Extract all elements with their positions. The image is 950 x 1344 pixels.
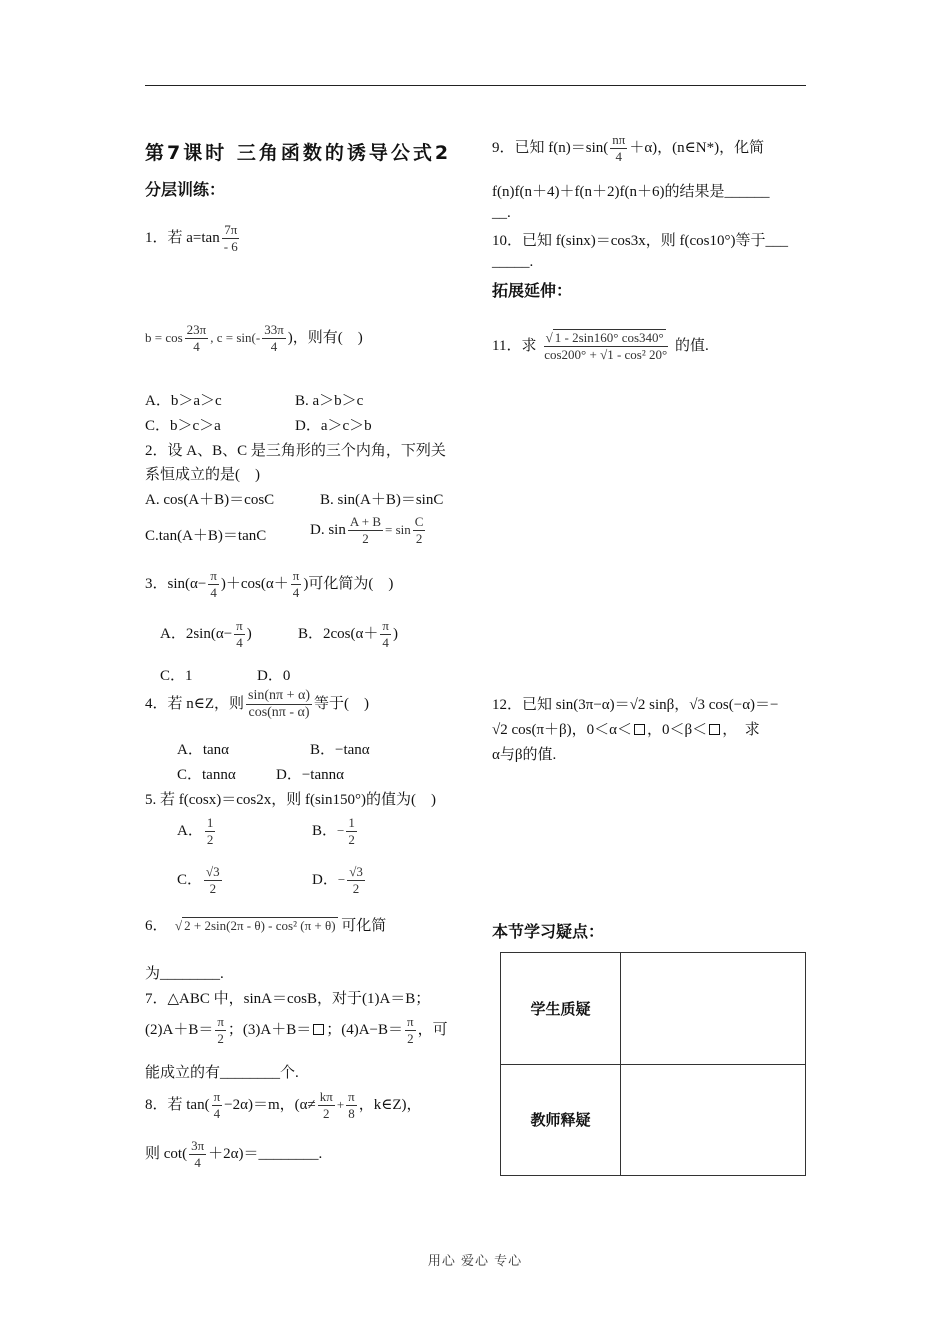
section-heading-left: 分层训练：: [145, 180, 226, 199]
question-8-line2: 则 cot( $\frac{3\pi}{4}$ ＋2α)＝________.: [145, 1138, 323, 1170]
q5-option-d: D．− $\frac{√3}{2}$: [312, 864, 363, 896]
q5-option-a: A． $\frac{1}{2}$: [177, 815, 214, 847]
q4-option-a: A．tanα: [177, 742, 230, 758]
q2-option-a: A. cos(A＋B)＝cosC: [145, 492, 275, 508]
question-6-line2: 为________.: [145, 966, 224, 982]
page-title: 第7课时 三角函数的诱导公式2: [145, 142, 452, 164]
q2-option-d: D. sin $\frac{A + B}{2}$ = sin $\frac{C}{2}$: [310, 514, 424, 546]
question-4: 4．若 n∈Z，则 $\frac{\sin(n\pi + \alpha)}{\cos(n\pi - \alpha)}$ 等于( ): [145, 688, 369, 720]
question-2-line1: 2．设 A、B、C 是三角形的三个内角，下列关: [145, 443, 446, 459]
question-12-line1: 12．已知 sin(3π−α)＝√2 sinβ，√3 cos(−α)＝−: [492, 697, 779, 713]
question-10-line1: 10．已知 f(sinx)＝cos3x，则 f(cos10°)等于___: [492, 233, 788, 249]
q2-option-c: C.tan(A＋B)＝tanC: [145, 528, 267, 544]
question-11: 11．求 $\frac{√ 1 - 2\sin 160^\circ \cos 340^\circ}{\text{cos200° + √1 - cos² 20°}}$ 的值.: [492, 330, 709, 362]
q3-option-a: A．2sin(α− $\frac{\pi}{4}$ ): [160, 618, 252, 650]
question-9-line3: __.: [492, 205, 511, 221]
q3-option-c: C．1: [160, 668, 193, 684]
question-7-line2: (2)A＋B＝ $\frac{\pi}{2}$ ；(3)A＋B＝ ；(4)A−B＝ $\frac{\pi}{2}$ ，可: [145, 1014, 448, 1046]
q4-option-d: D．−tannα: [276, 767, 344, 783]
question-10-line2: _____.: [492, 254, 534, 270]
q4-option-b: B．−tanα: [310, 742, 370, 758]
question-5: 5. 若 f(cosx)＝cos2x，则 f(sin150°)的值为( ): [145, 792, 436, 808]
question-1-line1: 1．若 a=tan $\frac{7\pi}{- 6}$: [145, 222, 238, 254]
page-footer: 用心 爱心 专心: [427, 1254, 523, 1269]
q1-option-a: A．b＞a＞c: [145, 393, 222, 409]
table-cell-student-answer[interactable]: [621, 953, 806, 1065]
header-rule: [145, 85, 806, 86]
question-12-line2: √2 cos(π＋β)，0＜α＜ ，0＜β＜ ， 求: [492, 722, 760, 738]
question-9-line1: 9．已知 f(n)＝sin( $\frac{n\pi}{4}$ ＋α)，(n∈N*)，化简: [492, 132, 765, 164]
question-3: 3．sin(α− $\frac{\pi}{4}$ )＋cos(α＋ $\frac{\pi}{4}$ )可化简为( ): [145, 568, 394, 600]
q3-option-d: D．0: [257, 668, 291, 684]
question-12-line3: α与β的值.: [492, 747, 557, 763]
section-heading-right: 拓展延伸：: [492, 281, 573, 300]
q4-option-c: C．tannα: [177, 767, 236, 783]
q1-option-c: C．b＞c＞a: [145, 418, 221, 434]
q1-option-b: B. a＞b＞c: [295, 393, 364, 409]
questions-table: [500, 952, 806, 1176]
table-label-teacher: 教师释疑: [501, 1064, 621, 1176]
q5-option-c: C． $\frac{√3}{2}$: [177, 864, 220, 896]
question-8-line1: 8．若 tan( $\frac{\pi}{4}$ −2α)＝m，(α≠ $\frac{k\pi}{2}$ + $\frac{\pi}{8}$ ，k∈Z)，: [145, 1089, 422, 1121]
q3-option-b: B．2cos(α＋ $\frac{\pi}{4}$ ): [298, 618, 398, 650]
question-7-line3: 能成立的有________个.: [145, 1065, 299, 1081]
question-6: 6． √ 2 + 2sin(2π - θ) - cos² (π + θ) 可化简: [145, 918, 387, 934]
table-label-student: 学生质疑: [501, 953, 621, 1065]
question-9-line2: f(n)f(n＋4)＋f(n＋2)f(n＋6)的结果是______: [492, 184, 770, 200]
question-1-line2: b = cos $\frac{23\pi}{4}$ , c = sin(- $\frac{33\pi}{4}$ )，则有( ): [145, 322, 363, 354]
question-7-line1: 7．△ABC 中，sinA＝cosB，对于(1)A＝B；: [145, 991, 431, 1007]
table-cell-teacher-answer[interactable]: [621, 1064, 806, 1176]
notes-heading: 本节学习疑点：: [492, 922, 605, 941]
question-2-line2: 系恒成立的是( ): [145, 467, 260, 483]
q1-option-d: D．a＞c＞b: [295, 418, 372, 434]
q5-option-b: B．− $\frac{1}{2}$: [312, 815, 355, 847]
q2-option-b: B. sin(A＋B)＝sinC: [320, 492, 444, 508]
